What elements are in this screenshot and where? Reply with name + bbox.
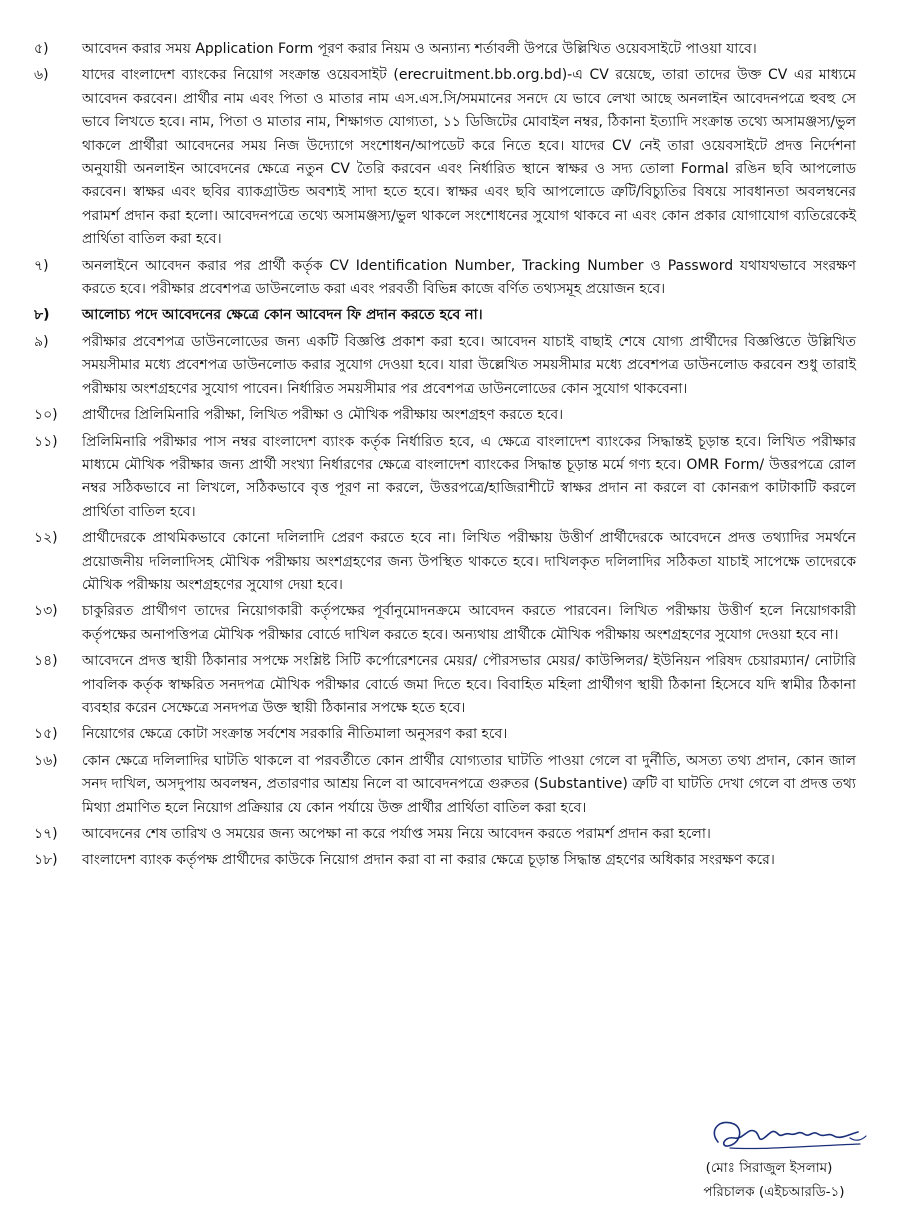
item-text: আবেদন করার সময় Application Form পূরণ করার নিয়ম ও অন্যান্য শর্তাবলী উপরে উল্লিখিত ওয়েবসাইটে পাওয়া যাবে। [82, 41, 757, 57]
item-number: ১৪) [34, 653, 58, 670]
item-number: ৫) [34, 41, 49, 57]
item-number: ১২) [34, 530, 58, 547]
list-item [34, 304, 856, 327]
item-number: ৬) [34, 67, 49, 84]
list-item [34, 38, 856, 61]
item-text: নিয়োগের ক্ষেত্রে কোটা সংক্রান্ত সর্বশেষ সরকারি নীতিমালা অনুসরণ করা হবে। [82, 726, 508, 743]
signature-image [700, 1112, 875, 1162]
item-text: পরীক্ষার প্রবেশপত্র ডাউনলোডের জন্য একটি বিজ্ঞপ্তি প্রকাশ করা হবে। আবেদন যাচাই বাছাই শেষে যোগ্য প্রার্থীদের বিজ্ঞপ্তিতে উল্লিখিত সময়সীমার মধ্যে প্রবেশপত্র ডাউনলোড করার সুযোগ দেওয়া হবে। যারা উল্লেখিত সময়সীমার মধ্যে প্রবেশপত্র ডাউনলোড করবেন শুধু তারাই পরীক্ষায় অংশগ্রহণের সুযোগ পাবেন। নির্ধারিত সময়সীমার পর প্রবেশপত্র ডাউনলোডের কোন সুযোগ থাকবেনা। [82, 333, 856, 397]
item-text: প্রার্থীদের প্রিলিমিনারি পরীক্ষা, লিখিত পরীক্ষা ও মৌখিক পরীক্ষায় অংশগ্রহণ করতে হবে। [82, 407, 564, 424]
list-item [34, 331, 856, 401]
item-number: ৭) [34, 257, 49, 274]
item-text: যাদের বাংলাদেশ ব্যাংকের নিয়োগ সংক্রান্ত ওয়েবসাইট (erecruitment.bb.org.bd)-এ CV রয়েছে, তারা তাদের উক্ত CV এর মাধ্যমে আবেদন করবেন। প্রার্থীর নাম এবং পিতা ও মাতার নাম এস.এস.সি/সমমানের সনদে যে ভাবে লেখা আছে অনলাইন আবেদনপত্রে হুবহু সে ভাবে লিখতে হবে। নাম, পিতা ও মাতার নাম, শিক্ষাগত যোগ্যতা, ১১ ডিজিটের মোবাইল নম্বর, ঠিকানা ইত্যাদি সংক্রান্ত তথ্যে অসামঞ্জস্য/ভুল থাকলে প্রার্থীরা আবেদনের সময় নিজ উদ্যোগে সংশোধন/আপডেট করে নিতে হবে। যাদের CV নেই তারা ওয়েবসাইটে প্রদত্ত নির্দেশনা অনুযায়ী অনলাইন আবেদনের ক্ষেত্রে নতুন CV তৈরি করবেন এবং নির্ধারিত স্থানে স্বাক্ষর ও সদ্য তোলা Formal রঙিন ছবি আপলোড করবেন। স্বাক্ষর এবং ছবির ব্যাকগ্রাউন্ড অবশ্যই সাদা হতে হবে। স্বাক্ষর এবং ছবি আপলোডে ত্রুটি/বিচ্যুতির বিষয়ে সাবধানতা অবলম্বনের পরামর্শ প্রদান করা হলো। আবেদনপত্রে তথ্যে অসামঞ্জস্য/ভুল থাকলে সংশোধনের সুযোগ থাকবে না এবং কোন প্রকার যোগাযোগ ব্যতিরেকেই প্রার্থিতা বাতিল করা হবে। [82, 67, 856, 248]
list-item [34, 600, 856, 647]
item-number: ১৫) [34, 726, 58, 743]
item-text: চাকুরিরত প্রার্থীগণ তাদের নিয়োগকারী কর্তৃপক্ষের পূর্বানুমোদনক্রমে আবেদন করতে পারবেন। লিখিত পরীক্ষায় উত্তীর্ণ হলে নিয়োগকারী কর্তৃপক্ষের অনাপত্তিপত্র মৌখিক পরীক্ষার বোর্ডে দাখিল করতে হবে। অন্যথায় প্রার্থীকে মৌখিক পরীক্ষায় অংশগ্রহণের সুযোগ দেওয়া হবে না। [82, 603, 856, 643]
item-number: ৮) [34, 307, 50, 324]
item-text: প্রিলিমিনারি পরীক্ষার পাস নম্বর বাংলাদেশ ব্যাংক কর্তৃক নির্ধারিত হবে, এ ক্ষেত্রে বাংলাদেশ ব্যাংকের সিদ্ধান্তই চূড়ান্ত হবে। লিখিত পরীক্ষার মাধ্যমে মৌখিক পরীক্ষার জন্য প্রার্থী সংখ্যা নির্ধারণের ক্ষেত্রে বাংলাদেশ ব্যাংকের সিদ্ধান্ত চূড়ান্ত মর্মে গণ্য হবে। OMR Form/ উত্তরপত্রে রোল নম্বর সঠিকভাবে না লিখলে, সঠিকভাবে বৃত্ত পূরণ না করলে, উত্তরপত্রে/হাজিরাশীটে স্বাক্ষর প্রদান না করলে বা কোনরূপ কাটাকাটি করলে প্রার্থিতা বাতিল হবে। [82, 433, 856, 520]
item-number: ৯) [34, 333, 49, 350]
list-item [34, 650, 856, 720]
item-text: আবেদনের শেষ তারিখ ও সময়ের জন্য অপেক্ষা না করে পর্যাপ্ত সময় নিয়ে আবেদন করতে পরামর্শ প্রদান করা হলো। [82, 826, 711, 842]
item-text: কোন ক্ষেত্রে দলিলাদির ঘাটতি থাকলে বা পরবর্তীতে কোন প্রার্থীর যোগ্যতার ঘাটতি পাওয়া গেলে বা দুর্নীতি, অসত্য তথ্য প্রদান, কোন জাল সনদ দাখিল, অসদুপায় অবলম্বন, প্রতারণার আশ্রয় নিলে বা আবেদনপত্রে গুরুতর (Substantive) ত্রুটি বা ঘাটতি দেখা গেলে বা প্রদত্ত তথ্য মিথ্যা প্রমাণিত হলে নিয়োগ প্রক্রিয়ার যে কোন পর্যায়ে উক্ত প্রার্থীর প্রার্থিতা বাতিল করা হবে। [82, 752, 856, 816]
list-item [34, 64, 856, 251]
item-number: ১৭) [34, 826, 58, 842]
item-number: ১৩) [34, 603, 58, 620]
item-number: ১১) [34, 433, 58, 450]
item-number: ১০) [34, 407, 58, 424]
list-item [34, 750, 856, 820]
item-text: বাংলাদেশ ব্যাংক কর্তৃপক্ষ প্রার্থীদের কাউকে নিয়োগ প্রদান করা বা না করার ক্ষেত্রে চূড়ান্ত সিদ্ধান্ত গ্রহণের অধিকার সংরক্ষণ করে। [82, 852, 775, 869]
item-text: আবেদনে প্রদত্ত স্থায়ী ঠিকানার সপক্ষে সংশ্লিষ্ট সিটি কর্পোরেশনের মেয়র/ পৌরসভার মেয়র/ কাউন্সিলর/ ইউনিয়ন পরিষদ চেয়ারম্যান/ নোটারি পাবলিক কর্তৃক স্বাক্ষরিত সনদপত্র মৌখিক পরীক্ষার বোর্ডে জমা দিতে হবে। বিবাহিত মহিলা প্রার্থীগণ স্থায়ী ঠিকানা হিসেবে যদি স্বামীর ঠিকানা ব্যবহার করেন সেক্ষেত্রে সনদপত্র উক্ত স্থায়ী ঠিকানার সপক্ষে হতে হবে। [82, 653, 856, 716]
item-text: অনলাইনে আবেদন করার পর প্রার্থী কর্তৃক CV Identification Number, Tracking Number ও Password যথাযথভাবে সংরক্ষণ করতে হবে। পরীক্ষার প্রবেশপত্র ডাউনলোড করা এবং পরবর্তী বিভিন্ন কাজে বর্ণিত তথ্যসমূহ প্রয়োজন হবে। [82, 257, 856, 298]
list-item [34, 255, 856, 302]
item-number: ১৬) [34, 752, 58, 769]
item-text: আলোচ্য পদে আবেদনের ক্ষেত্রে কোন আবেদন ফি প্রদান করতে হবে না। [82, 307, 483, 324]
signatory-title: পরিচালক (এইচআরডি-১) [703, 1184, 845, 1200]
item-number: ১৮) [34, 852, 58, 869]
list-item [34, 823, 856, 846]
signatory-name: (মোঃ সিরাজুল ইসলাম) [705, 1160, 833, 1176]
list-item [34, 527, 856, 597]
list-item [34, 723, 856, 746]
item-text: প্রার্থীদেরকে প্রাথমিকভাবে কোনো দলিলাদি প্রেরণ করতে হবে না। লিখিত পরীক্ষায় উত্তীর্ণ প্রার্থীদেরকে আবেদনে প্রদত্ত তথ্যাদির সমর্থনে প্রয়োজনীয় দলিলাদিসহ মৌখিক পরীক্ষায় অংশগ্রহণের জন্য উপস্থিত থাকতে হবে। দাখিলকৃত দলিলাদির সঠিকতা যাচাই সাপেক্ষে তাদেরকে মৌখিক পরীক্ষায় অংশগ্রহণের সুযোগ দেয়া হবে। [82, 530, 856, 593]
list-item [34, 849, 856, 872]
list-item [34, 404, 856, 427]
list-item [34, 431, 856, 525]
terms-list [34, 38, 856, 876]
